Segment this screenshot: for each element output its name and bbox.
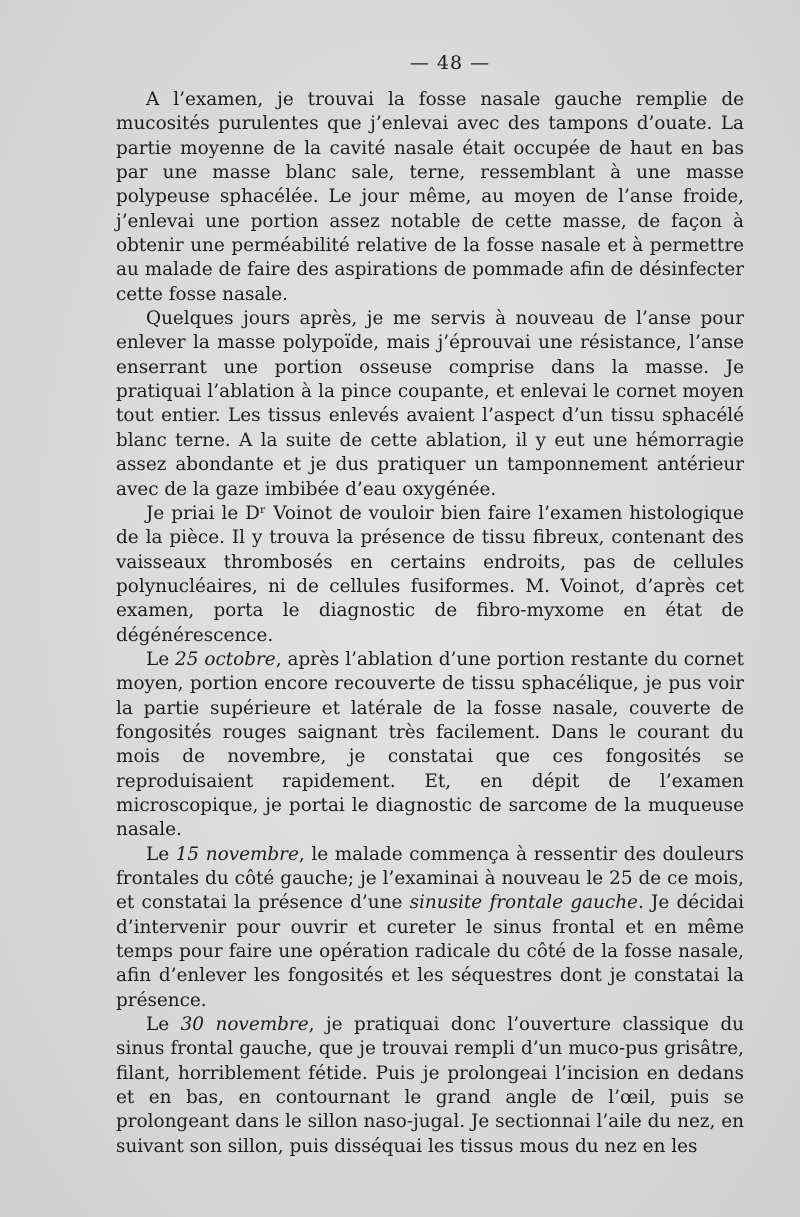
paragraph-3 bbox=[116, 502, 744, 648]
paragraph-5-text-end: . Je décidai d’intervenir pour ouvrir et cureter le sinus frontal et en même temps pour faire une opération radicale du côté de la fosse nasale, afin d’enlever les fongosités et les séquestres dont je constatai la présence. bbox=[116, 892, 744, 1011]
paragraph-4 bbox=[116, 648, 744, 843]
document-page bbox=[116, 52, 744, 1159]
paragraph-1 bbox=[116, 88, 744, 307]
paragraph-3-text: Je priai le Dʳ Voinot de vouloir bien faire l’examen histologique de la pièce. Il y trouva la présence de tissu fibreux, contenant des vaisseaux thrombosés en certains endroits, pas de cellules polynucléaires, ni de cellules fusiformes. M. Voinot, d’après cet examen, porta le diagnostic de fibro-myxome en état de dégénérescence. bbox=[116, 502, 744, 646]
page-number: — 48 — bbox=[409, 52, 491, 74]
diagnosis-sinusite: sinusite frontale gauche bbox=[409, 892, 638, 914]
date-25-octobre: 25 octobre bbox=[175, 648, 276, 670]
paragraph-4-text: Le bbox=[146, 648, 176, 670]
paragraph-2 bbox=[116, 307, 744, 502]
paragraph-4-text-cont: , après l’ablation d’une portion restante du cornet moyen, portion encore recouverte de tissu sphacélique, je pus voir la partie supérieure et latérale de la fosse nasale, couverte de fongosités rouges saignant très facilement. Dans le courant du mois de novembre, je constatai que ces fongosités se reproduisaient rapidement. Et, en dépit de l’examen microscopique, je portai le diagnostic de sarcome de la muqueuse nasale. bbox=[116, 648, 744, 841]
paragraph-6 bbox=[116, 1013, 744, 1159]
date-30-novembre: 30 novembre bbox=[180, 1014, 309, 1036]
paragraph-6-text: Le bbox=[146, 1014, 181, 1036]
paragraph-5 bbox=[116, 843, 744, 1013]
paragraph-2-text: Quelques jours après, je me servis à nouveau de l’anse pour enlever la masse polypoïde, mais j’éprouvai une résistance, l’anse enserrant une portion osseuse comprise dans la masse. Je pratiquai l’ablation à la pince coupante, et enlevai le cornet moyen tout entier. Les tissus enlevés avaient l’aspect d’un tissu sphacélé blanc terne. A la suite de cette ablation, il y eut une hémorragie assez abondante et je dus pratiquer un tamponnement antérieur avec de la gaze imbibée d’eau oxygénée. bbox=[116, 308, 744, 500]
date-15-novembre: 15 novembre bbox=[175, 843, 299, 865]
paragraph-1-text: A l’examen, je trouvai la fosse nasale gauche remplie de mucosités purulentes que j’enlevai avec des tampons d’ouate. La partie moyenne de la cavité nasale était occupée de haut en bas par une masse blanc sale, terne, ressemblant à une masse polypeuse sphacélée. Le jour même, au moyen de l’anse froide, j’enlevai une portion assez notable de cette masse, de façon à obtenir une perméabilité relative de la fosse nasale et à permettre au malade de faire des aspirations de pommade afin de désinfecter cette fosse nasale. bbox=[116, 89, 744, 305]
paragraph-6-text-cont: , je pratiquai donc l’ouverture classique du sinus frontal gauche, que je trouvai rempli d’un muco-pus grisâtre, filant, horriblement fétide. Puis je prolongeai l’incision en dedans et en bas, en contournant le grand angle de l’œil, puis se prolongeant dans le sillon naso-jugal. Je sectionnai l’aile du nez, en suivant son sillon, puis disséquai les tissus mous du nez en les bbox=[116, 1014, 744, 1157]
paragraph-5-text-cont: , le malade commença à ressentir des douleurs frontales du côté gauche; je l’examinai à nouveau le 25 de ce mois, et constatai la présence d’une bbox=[116, 843, 744, 914]
paragraph-5-text: Le bbox=[146, 843, 176, 865]
